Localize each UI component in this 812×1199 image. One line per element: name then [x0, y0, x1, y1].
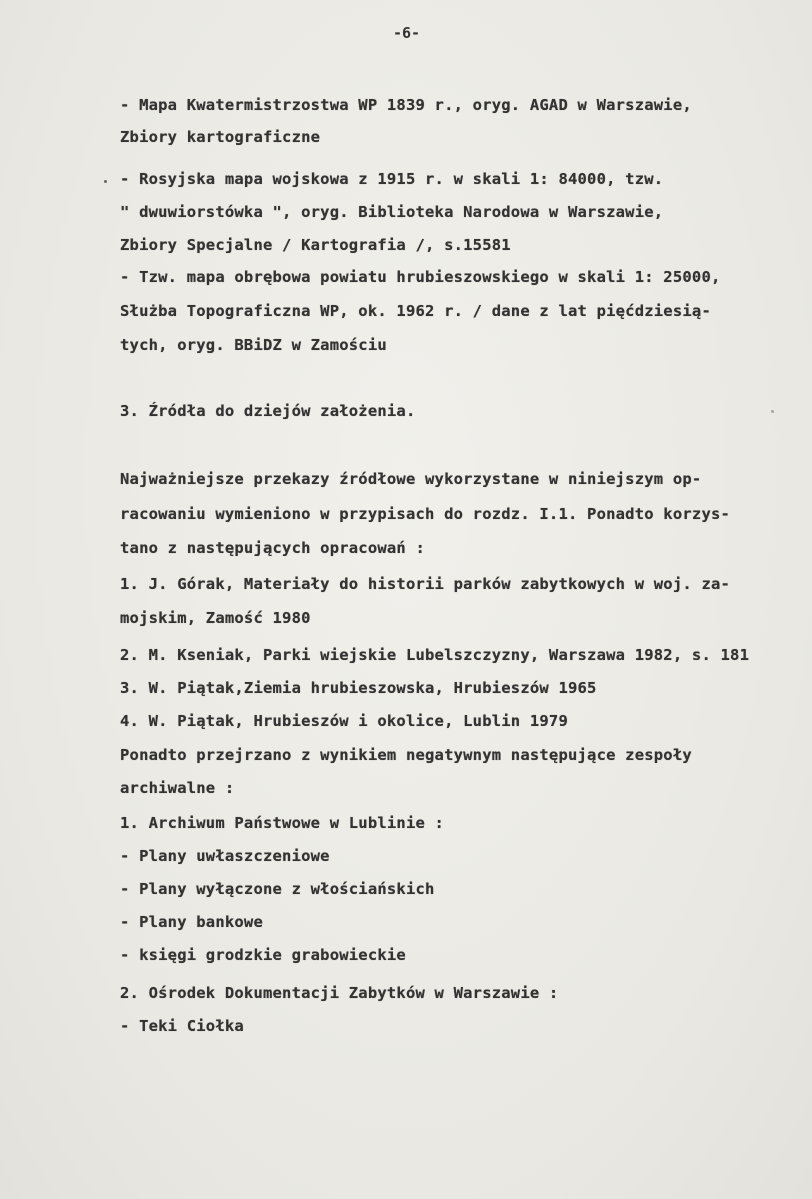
- text-line: 1. J. Górak, Materiały do historii parków zabytkowych w woj. za-: [120, 575, 731, 593]
- text-line: 4. W. Piątak, Hrubieszów i okolice, Lublin 1979: [120, 712, 568, 730]
- text-line: - Plany uwłaszczeniowe: [120, 847, 330, 865]
- text-line: - Plany wyłączone z włościańskich: [120, 880, 435, 898]
- paper-speck: [104, 180, 107, 183]
- text-line: tano z następujących opracowań :: [120, 539, 426, 557]
- text-line: Najważniejsze przekazy źródłowe wykorzystane w niniejszym op-: [120, 470, 702, 488]
- text-line: archiwalne :: [120, 779, 235, 797]
- text-line: - Rosyjska mapa wojskowa z 1915 r. w skali 1: 84000, tzw.: [120, 170, 664, 188]
- text-line: Ponadto przejrzano z wynikiem negatywnym następujące zespoły: [120, 746, 692, 764]
- text-line: - Teki Ciołka: [120, 1017, 244, 1035]
- text-line: mojskim, Zamość 1980: [120, 609, 311, 627]
- text-line: Zbiory Specjalne / Kartografia /, s.15581: [120, 236, 511, 254]
- section-heading: 3. Źródła do dziejów założenia.: [120, 402, 416, 420]
- text-line: " dwuwiorstówka ", oryg. Biblioteka Narodowa w Warszawie,: [120, 203, 664, 221]
- text-line: 2. Ośrodek Dokumentacji Zabytków w Warszawie :: [120, 984, 559, 1002]
- text-line: - Tzw. mapa obrębowa powiatu hrubieszowskiego w skali 1: 25000,: [120, 268, 721, 286]
- text-line: 2. M. Kseniak, Parki wiejskie Lubelszczyzny, Warszawa 1982, s. 181: [120, 646, 750, 664]
- page-number: -6-: [393, 24, 421, 42]
- text-line: Służba Topograficzna WP, ok. 1962 r. / dane z lat pięćdziesią-: [120, 302, 711, 320]
- text-line: - Mapa Kwatermistrzostwa WP 1839 r., oryg. AGAD w Warszawie,: [120, 96, 692, 114]
- text-line: - Plany bankowe: [120, 913, 263, 931]
- text-line: Zbiory kartograficzne: [120, 128, 321, 146]
- text-line: 3. W. Piątak,Ziemia hrubieszowska, Hrubieszów 1965: [120, 679, 597, 697]
- text-line: tych, oryg. BBiDZ w Zamościu: [120, 336, 387, 354]
- text-line: - księgi grodzkie grabowieckie: [120, 946, 406, 964]
- text-line: racowaniu wymieniono w przypisach do rozdz. I.1. Ponadto korzys-: [120, 505, 731, 523]
- paper-speck: [771, 410, 774, 413]
- text-line: 1. Archiwum Państwowe w Lublinie :: [120, 814, 445, 832]
